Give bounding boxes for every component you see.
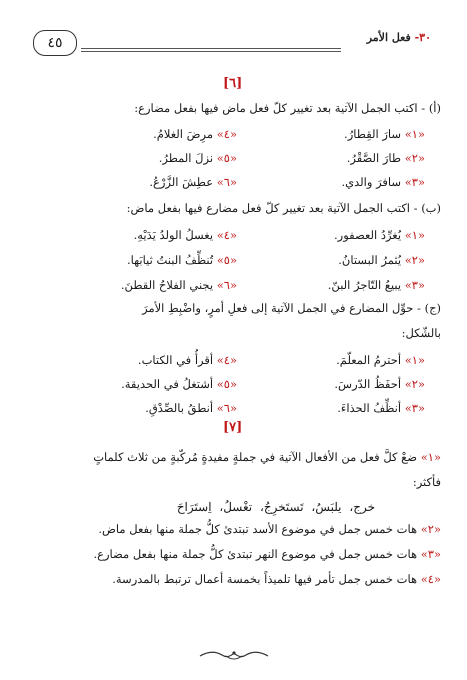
item-text: نزلَ المطرُ. xyxy=(158,151,214,165)
section-b-instruction: (ب) - اكتب الجمل الآتية بعد تغيير كلّ فعل مضارع فيها بفعل ماض: xyxy=(126,201,441,215)
exercise-7-item-1-cont: فأكثر: xyxy=(412,475,441,489)
page-number-badge xyxy=(33,30,77,56)
item-text: يجني الفلاحُ القطنَ. xyxy=(120,278,214,292)
item-number: «٤» xyxy=(216,228,237,242)
item-number: «٣» xyxy=(420,547,441,561)
item-number: «١» xyxy=(404,228,425,242)
header-rule-lower xyxy=(81,51,341,52)
item-number: «٦» xyxy=(216,278,237,292)
list-item xyxy=(337,401,425,415)
list-item xyxy=(127,253,237,267)
list-item xyxy=(334,377,425,391)
item-number: «٢» xyxy=(404,377,425,391)
item-number: «٦» xyxy=(216,401,237,415)
list-item xyxy=(149,175,237,189)
item-text: عطِشَ الزَّرْعُ. xyxy=(149,175,214,189)
item-number: «٣» xyxy=(404,278,425,292)
list-item xyxy=(112,574,441,586)
item-text: يغسلُ الولدُ يَدَيْهِ. xyxy=(133,228,214,242)
list-item xyxy=(344,127,425,141)
item-text: مرِضَ الغلامُ. xyxy=(153,127,214,141)
item-text: أحفَظُ الدّرسَ. xyxy=(334,377,402,391)
item-number: «٢» xyxy=(404,253,425,267)
list-item xyxy=(138,353,237,367)
header-rule xyxy=(81,48,341,49)
item-text: أحترمُ المعلّمَ. xyxy=(336,353,402,367)
item-text: يبيعُ التّاجرُ البنّ. xyxy=(327,278,402,292)
item-text: هات خمس جمل في موضوع النهر تبتدئ كلُّ جملة منها بفعل مضارع. xyxy=(93,547,418,561)
list-item xyxy=(334,228,425,242)
item-text: أنطقُ بالصِّدْقِ. xyxy=(145,401,214,415)
list-item xyxy=(98,524,441,536)
item-number: «١» xyxy=(404,127,425,141)
list-item xyxy=(336,353,425,367)
item-number: «٦» xyxy=(216,175,237,189)
item-number: «٤» xyxy=(216,127,237,141)
list-item xyxy=(153,127,237,141)
item-text: تُنظِّفُ البنتُ ثيابَها. xyxy=(126,253,214,267)
lesson-title-text: فعل الأمر xyxy=(366,31,411,44)
item-number: «٥» xyxy=(216,377,237,391)
section-a-instruction: (أ) - اكتب الجمل الآتية بعد تغيير كلّ فعل ماض فيها بفعل مضارع: xyxy=(134,101,441,115)
list-item xyxy=(347,151,425,165)
item-text: سافرَ والدي. xyxy=(341,175,402,189)
item-text: ضعْ كلَّ فعل من الأفعال الآتية في جملةٍ مفيدةٍ مُركّبةٍ من ثلاث كلماتٍ xyxy=(93,450,418,464)
exercise-7-number: ٧ xyxy=(229,420,237,435)
list-item xyxy=(121,377,237,391)
page-header xyxy=(33,22,431,58)
item-number: «٤» xyxy=(420,572,441,586)
list-item xyxy=(341,175,425,189)
item-text: سارَ القِطارُ. xyxy=(344,127,402,141)
list-item xyxy=(328,278,425,292)
item-text: هات خمس جمل تأمر فيها تلميذاً بخمسة أعمال ترتبط بالمدرسة. xyxy=(112,572,418,586)
exercise-6-marker: [٦] xyxy=(223,76,243,91)
list-item xyxy=(121,278,237,292)
section-c-instruction: (ج) - حوِّل المضارع في الجمل الآتية إلى فعلِ أمرٍ، واضْبِطِ الأمرَ xyxy=(142,301,441,315)
item-number: «٤» xyxy=(216,353,237,367)
item-text: يُغرِّدُ العصفور. xyxy=(334,228,402,242)
list-item xyxy=(93,549,441,561)
exercise-6-number: ٦ xyxy=(229,76,237,91)
item-number: «٢» xyxy=(404,151,425,165)
footer-ornament-icon xyxy=(198,647,270,663)
item-number: «٥» xyxy=(216,151,237,165)
section-c-instruction-cont: بالشّكل: xyxy=(401,326,441,340)
verbs-list: خرج، يلبَسُ، تَستَخرِجُ، تغْسلُ، اِستَرَاحَ xyxy=(176,500,375,514)
lesson-title xyxy=(367,31,431,44)
list-item xyxy=(338,253,425,267)
exercise-7-item-1 xyxy=(93,452,441,464)
list-item xyxy=(134,228,237,242)
lesson-number: ٣٠- xyxy=(414,31,431,44)
item-number: «٣» xyxy=(404,175,425,189)
item-text: يُثمرُ البستانُ. xyxy=(338,253,402,267)
item-number: «٣» xyxy=(404,401,425,415)
item-number: «٥» xyxy=(216,253,237,267)
exercise-7-marker: [٧] xyxy=(223,420,243,435)
item-text: أنظِّفُ الحذاءَ. xyxy=(337,401,402,415)
item-text: أشتغلُ في الحديقة. xyxy=(121,377,214,391)
item-text: هات خمس جمل في موضوع الأسد تبتدئ كلُّ جملة منها بفعل ماض. xyxy=(98,522,418,536)
page-number: ٤٥ xyxy=(47,35,63,51)
item-text: أقرأُ في الكتاب. xyxy=(137,353,214,367)
item-text: طارَ الصَّقْرُ. xyxy=(346,151,402,165)
item-number: «٢» xyxy=(420,522,441,536)
item-number: «١» xyxy=(420,450,441,464)
list-item xyxy=(159,151,237,165)
item-number: «١» xyxy=(404,353,425,367)
list-item xyxy=(145,401,237,415)
